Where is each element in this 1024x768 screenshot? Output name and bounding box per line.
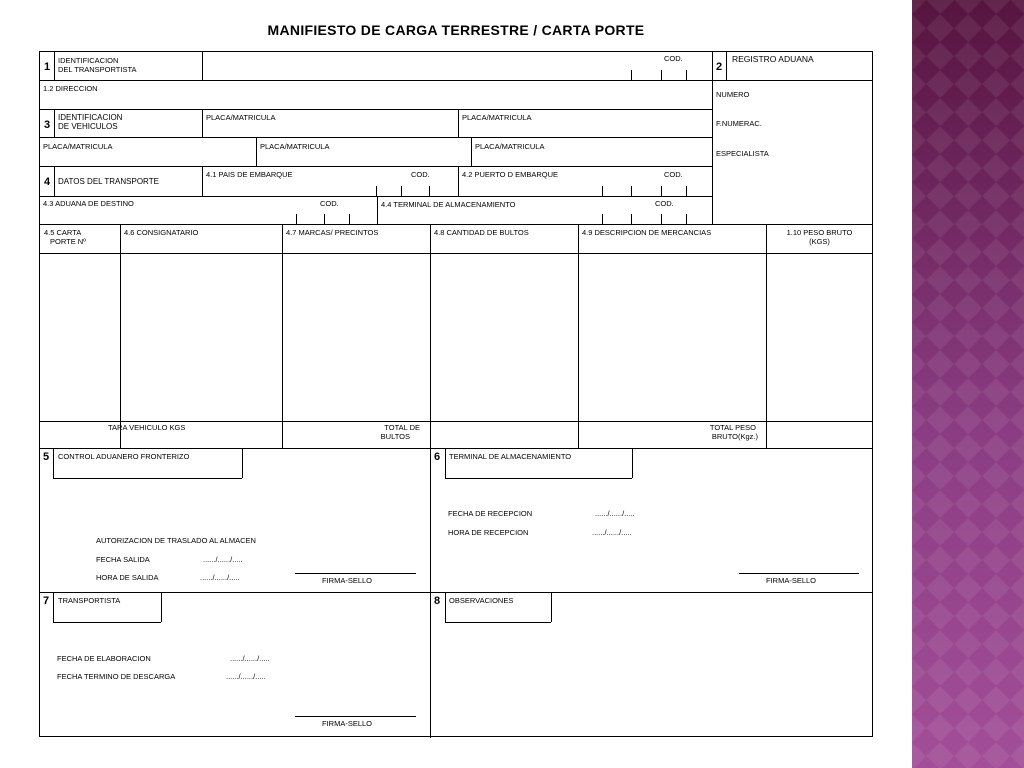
fecha-recepcion-label: FECHA DE RECEPCION	[448, 509, 533, 518]
section-5-firma: FIRMA-SELLO	[322, 576, 373, 585]
terminal-almacenamiento-label: 4.4 TERMINAL DE ALMACENAMIENTO	[381, 200, 516, 209]
section-2-label: REGISTRO ADUANA	[732, 54, 814, 64]
total-bultos-line1: TOTAL DE	[384, 423, 420, 432]
terminal-cod-label: COD.	[655, 199, 674, 208]
section-3-label-line2: DE VEHICULOS	[58, 122, 118, 131]
carta-porte-header-line1: 4.5 CARTA	[44, 228, 82, 237]
section-4-number: 4	[44, 176, 51, 188]
puerto-cod-label: COD.	[664, 170, 683, 179]
fecha-termino-label: FECHA TERMINO DE DESCARGA	[57, 672, 176, 681]
section-8-label: OBSERVACIONES	[449, 596, 514, 605]
especialista-label: ESPECIALISTA	[716, 149, 769, 158]
fecha-salida-blank: ....../....../.....	[203, 555, 243, 564]
section-4-label: DATOS DEL TRANSPORTE	[58, 177, 159, 186]
fnumerac-label: F.NUMERAC.	[716, 119, 762, 128]
direccion-label: 1.2 DIRECCION	[43, 84, 98, 93]
peso-bruto-header-line2: (KGS)	[809, 237, 830, 246]
manifest-form	[39, 51, 873, 737]
consignatario-header: 4.6 CONSIGNATARIO	[124, 228, 199, 237]
bultos-header: 4.8 CANTIDAD DE BULTOS	[434, 228, 529, 237]
section-6-number: 6	[434, 451, 441, 463]
puerto-embarque-label: 4.2 PUERTO D EMBARQUE	[462, 170, 558, 179]
peso-bruto-header-line1: 1.10 PESO BRUTO	[786, 228, 853, 237]
section-6-label: TERMINAL DE ALMACENAMIENTO	[449, 452, 572, 461]
pais-cod-label: COD.	[411, 170, 430, 179]
tara-vehiculo-label: TARA VEHICULO KGS	[108, 423, 186, 432]
section-1-label-line1: IDENTIFICACION	[58, 56, 119, 65]
section-7-number: 7	[43, 595, 50, 607]
placa-4: PLACA/MATRICULA	[260, 142, 330, 151]
fecha-recepcion-blank: ....../....../.....	[595, 509, 635, 518]
section-7-label: TRANSPORTISTA	[58, 596, 121, 605]
aduana-cod-label: COD.	[320, 199, 339, 208]
placa-1: PLACA/MATRICULA	[206, 113, 276, 122]
numero-label: NUMERO	[716, 90, 750, 99]
section-5-label: CONTROL ADUANERO FRONTERIZO	[58, 452, 190, 461]
section-5-number: 5	[43, 451, 50, 463]
placa-2: PLACA/MATRICULA	[462, 113, 532, 122]
decorative-side-panel	[912, 0, 1024, 768]
total-bultos-line2: BULTOS	[380, 432, 410, 441]
fecha-termino-blank: ....../....../.....	[226, 672, 266, 681]
total-peso-line2: BRUTO(Kgz.)	[711, 432, 758, 441]
section-1-cod-label: COD.	[664, 54, 683, 63]
total-peso-line1: TOTAL PESO	[709, 423, 756, 432]
pais-embarque-label: 4.1 PAIS DE EMBARQUE	[206, 170, 293, 179]
section-8-number: 8	[434, 595, 441, 607]
carta-porte-header-line2: PORTE Nº	[50, 237, 86, 246]
section-1-label-line2: DEL TRANSPORTISTA	[58, 65, 137, 74]
hora-recepcion-label: HORA DE RECEPCION	[448, 528, 529, 537]
placa-5: PLACA/MATRICULA	[475, 142, 545, 151]
fecha-salida-label: FECHA SALIDA	[96, 555, 150, 564]
aduana-destino-label: 4.3 ADUANA DE DESTINO	[43, 199, 134, 208]
descripcion-header: 4.9 DESCRIPCION DE MERCANCIAS	[582, 228, 712, 237]
section-3-number: 3	[44, 119, 51, 131]
section-6-firma: FIRMA-SELLO	[766, 576, 817, 585]
fecha-elaboracion-blank: ....../....../.....	[230, 654, 270, 663]
section-1-number: 1	[44, 61, 51, 73]
section-2-number: 2	[716, 61, 723, 73]
hora-recepcion-blank: ....../....../.....	[592, 528, 632, 537]
autorizacion-label: AUTORIZACION DE TRASLADO AL ALMACEN	[96, 536, 256, 545]
placa-3: PLACA/MATRICULA	[43, 142, 113, 151]
marcas-header: 4.7 MARCAS/ PRECINTOS	[286, 228, 379, 237]
section-7-firma: FIRMA-SELLO	[322, 719, 373, 728]
section-3-label-line1: IDENTIFICACION	[58, 113, 123, 122]
form-title: MANIFIESTO DE CARGA TERRESTRE / CARTA PORTE	[267, 22, 645, 38]
hora-salida-blank: ....../....../.....	[200, 573, 240, 582]
hora-salida-label: HORA DE SALIDA	[96, 573, 159, 582]
fecha-elaboracion-label: FECHA DE ELABORACION	[57, 654, 151, 663]
